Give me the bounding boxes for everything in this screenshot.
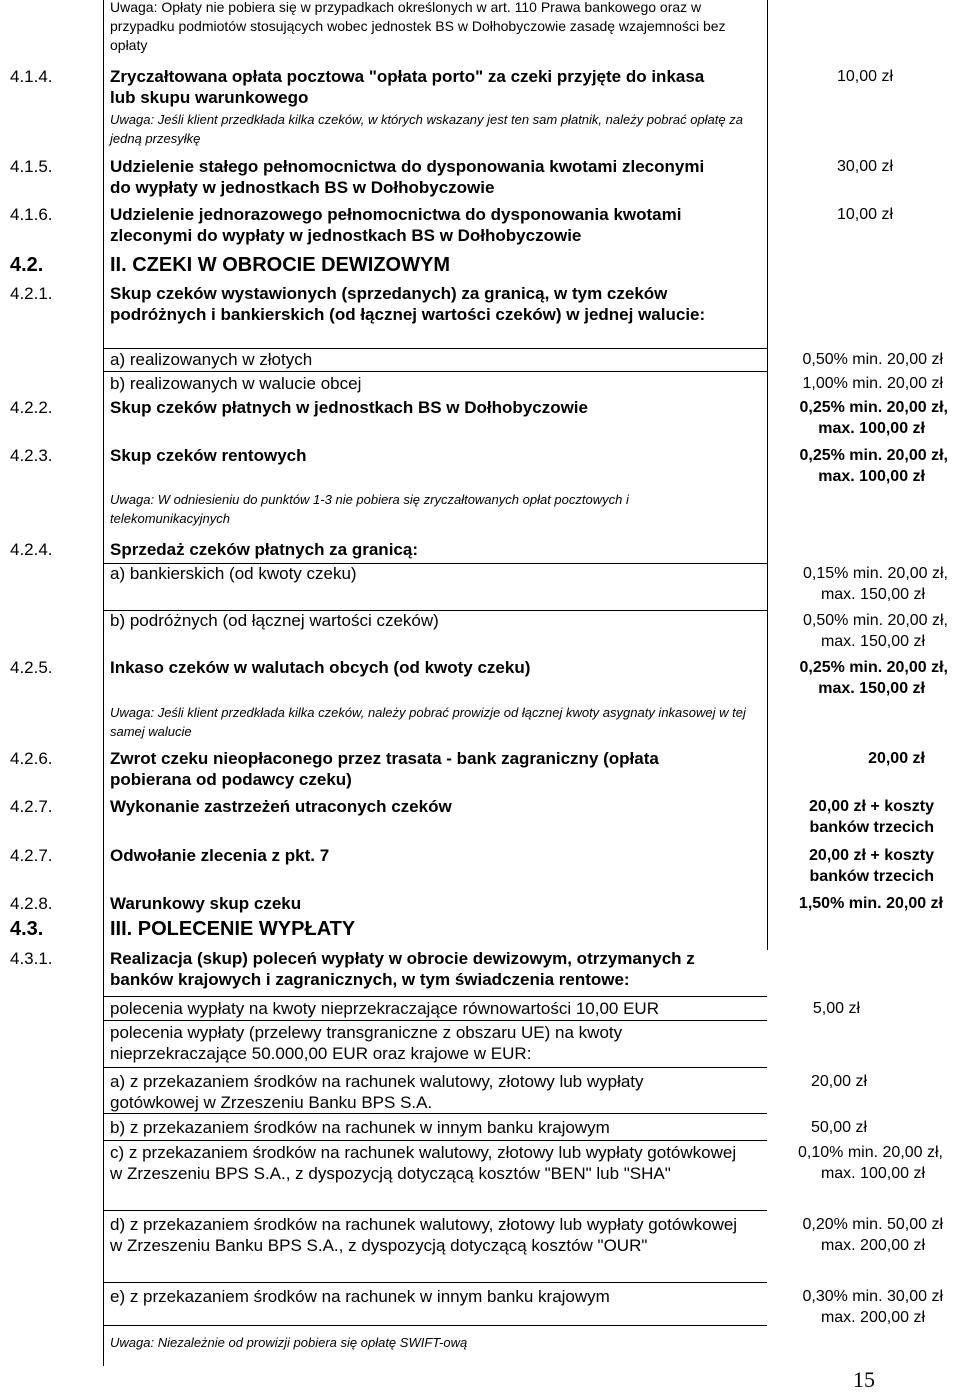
row-description: Odwołanie zlecenia z pkt. 7	[110, 846, 330, 865]
subrow-label: b) realizowanych w walucie obcej	[110, 374, 362, 393]
row-fee-max: max. 100,00 zł	[818, 468, 925, 485]
subrow-fee: 0,20% min. 50,00 zł	[802, 1216, 943, 1233]
subrow-label: b) podróżnych (od łącznej wartości czeków)	[110, 611, 439, 630]
row-description: Skup czeków rentowych	[110, 446, 307, 465]
row-description: Wykonanie zastrzeżeń utraconych czeków	[110, 797, 452, 816]
subrow-label: a) realizowanych w złotych	[110, 350, 313, 369]
subrow-fee-max: max. 150,00 zł	[820, 586, 925, 603]
row-description: Realizacja (skup) poleceń wypłaty w obrocie dewizowym, otrzymanych z banków krajowych i zagranicznych, w tym świadczenia rentowe:	[110, 949, 695, 989]
row-fee: 30,00 zł	[836, 158, 893, 175]
row-fee: 10,00 zł	[836, 206, 893, 223]
page-number: 15	[853, 1367, 875, 1392]
subrow-label: b) z przekazaniem środków na rachunek w innym banku krajowym	[110, 1118, 610, 1137]
row-number: 4.3.1.	[10, 949, 53, 968]
subrow-label: a) z przekazaniem środków na rachunek walutowy, złotowy lub wypłaty gotówkowej w Zrzeszeniu Banku BPS S.A.	[110, 1072, 644, 1112]
row-fee-extra: banków trzecich	[809, 819, 934, 836]
row-number: 4.1.4.	[10, 67, 53, 86]
subrow-label: polecenia wypłaty na kwoty nieprzekraczające równowartości 10,00 EUR	[110, 999, 659, 1018]
subrow-fee: 0,30% min. 30,00 zł	[802, 1288, 943, 1305]
row-fee: 0,25% min. 20,00 zł,	[799, 447, 948, 464]
subrow-label: a) bankierskich (od kwoty czeku)	[110, 564, 357, 583]
row-fee-max: max. 100,00 zł	[818, 420, 925, 437]
row-description: Zryczałtowana opłata pocztowa "opłata porto" za czeki przyjęte do inkasa lub skupu warunkowego	[110, 67, 705, 107]
row-fee: 20,00 zł + koszty	[809, 798, 934, 815]
subrow-fee: 0,15% min. 20,00 zł,	[803, 565, 948, 582]
row-number: 4.2.7.	[10, 797, 53, 816]
row-description: Udzielenie stałego pełnomocnictwa do dysponowania kwotami zleconymi do wypłaty w jednostkach BS w Dołhobyczowie	[110, 157, 705, 197]
subrow-fee-max: max. 150,00 zł	[820, 633, 925, 650]
row-number: 4.2.4.	[10, 540, 53, 559]
row-fee: 10,00 zł	[836, 68, 893, 85]
row-number: 4.2.7.	[10, 846, 53, 865]
row-description: Skup czeków wystawionych (sprzedanych) za granicą, w tym czeków podróżnych i bankierskich (od łącznej wartości czeków) w jednej walucie:	[110, 284, 706, 324]
subrow-label: d) z przekazaniem środków na rachunek walutowy, złotowy lub wypłaty gotówkowej w Zrzeszeniu Banku BPS S.A., z dyspozycją dotyczącą kosztów "OUR"	[110, 1215, 738, 1255]
row-description: Zwrot czeku nieopłaconego przez trasata - bank zagraniczny (opłata pobierana od podawcy czeku)	[110, 749, 659, 789]
section-number: 4.3.	[10, 918, 44, 940]
row-divider	[103, 1113, 767, 1114]
subrow-fee: 0,10% min. 20,00 zł,	[798, 1144, 943, 1161]
subrow-fee: 20,00 zł	[810, 1073, 867, 1090]
row-note: Uwaga: Jeśli klient przedkłada kilka czeków, należy pobrać prowizje od łącznej kwoty asygnaty inkasowej w tej samej walucie	[110, 705, 746, 739]
column-divider-left	[103, 0, 104, 1366]
row-number: 4.2.8.	[10, 894, 53, 913]
row-number: 4.2.6.	[10, 749, 53, 768]
row-description: Sprzedaż czeków płatnych za granicą:	[110, 540, 418, 559]
row-number: 4.2.3.	[10, 446, 53, 465]
top-note: Uwaga: Opłaty nie pobiera się w przypadkach określonych w art. 110 Prawa bankowego oraz w przypadku podmiotów stosujących wobec jednostek BS w Dołhobyczowie zasadę wzajemności bez opłaty	[110, 0, 726, 53]
row-fee: 0,25% min. 20,00 zł,	[799, 399, 948, 416]
row-description: Skup czeków płatnych w jednostkach BS w Dołhobyczowie	[110, 398, 588, 417]
row-number: 4.1.5.	[10, 157, 53, 176]
subrow-fee: 50,00 zł	[810, 1119, 867, 1136]
row-divider	[103, 1140, 767, 1141]
row-number: 4.2.2.	[10, 398, 53, 417]
subrow-fee-max: max. 200,00 zł	[820, 1309, 925, 1326]
subrow-label: polecenia wypłaty (przelewy transgraniczne z obszaru UE) na kwoty nieprzekraczające 50.000,00 EUR oraz krajowe w EUR:	[110, 1023, 623, 1063]
subrow-fee-max: max. 100,00 zł	[820, 1165, 925, 1182]
subrow-fee: 1,00% min. 20,00 zł	[802, 375, 943, 392]
row-divider	[103, 1020, 767, 1021]
row-divider	[103, 1282, 767, 1283]
subrow-fee: 0,50% min. 20,00 zł,	[803, 612, 948, 629]
row-note: Uwaga: Jeśli klient przedkłada kilka czeków, w których wskazany jest ten sam płatnik, należy pobrać opłatę za jedną przesyłkę	[110, 112, 743, 146]
subrow-fee-max: max. 200,00 zł	[820, 1237, 925, 1254]
row-fee: 20,00 zł	[868, 750, 925, 767]
section-number: 4.2.	[10, 254, 44, 276]
row-note: Uwaga: W odniesieniu do punktów 1-3 nie pobiera się zryczałtowanych opłat pocztowych i telekomunikacyjnych	[110, 492, 629, 526]
section-heading: II. CZEKI W OBROCIE DEWIZOWYM	[110, 254, 450, 276]
row-fee: 0,25% min. 20,00 zł,	[799, 659, 948, 676]
row-divider	[103, 1210, 767, 1211]
row-fee: 20,00 zł + koszty	[809, 847, 934, 864]
row-divider	[103, 1067, 767, 1068]
row-note: Uwaga: Niezależnie od prowizji pobiera się opłatę SWIFT-ową	[110, 1335, 468, 1350]
subrow-label: e) z przekazaniem środków na rachunek w innym banku krajowym	[110, 1287, 610, 1306]
row-fee-max: max. 150,00 zł	[818, 680, 925, 697]
row-number: 4.2.5.	[10, 658, 53, 677]
row-number: 4.1.6.	[10, 205, 53, 224]
section-heading: III. POLECENIE WYPŁATY	[110, 918, 356, 940]
row-divider	[103, 996, 767, 997]
row-description: Udzielenie jednorazowego pełnomocnictwa do dysponowania kwotami zleconymi do wypłaty w jednostkach BS w Dołhobyczowie	[110, 205, 682, 245]
subrow-fee: 5,00 zł	[812, 1000, 860, 1017]
subrow-fee: 0,50% min. 20,00 zł	[802, 351, 943, 368]
row-description: Inkaso czeków w walutach obcych (od kwoty czeku)	[110, 658, 531, 677]
subrow-label: c) z przekazaniem środków na rachunek walutowy, złotowy lub wypłaty gotówkowej w Zrzeszeniu BPS S.A., z dyspozycją dotyczącą kosztów "BEN" lub "SHA"	[110, 1143, 737, 1183]
row-number: 4.2.1.	[10, 284, 53, 303]
row-divider	[103, 371, 767, 372]
row-fee: 1,50% min. 20,00 zł	[798, 895, 943, 912]
row-fee-extra: banków trzecich	[809, 868, 934, 885]
row-description: Warunkowy skup czeku	[110, 894, 302, 913]
